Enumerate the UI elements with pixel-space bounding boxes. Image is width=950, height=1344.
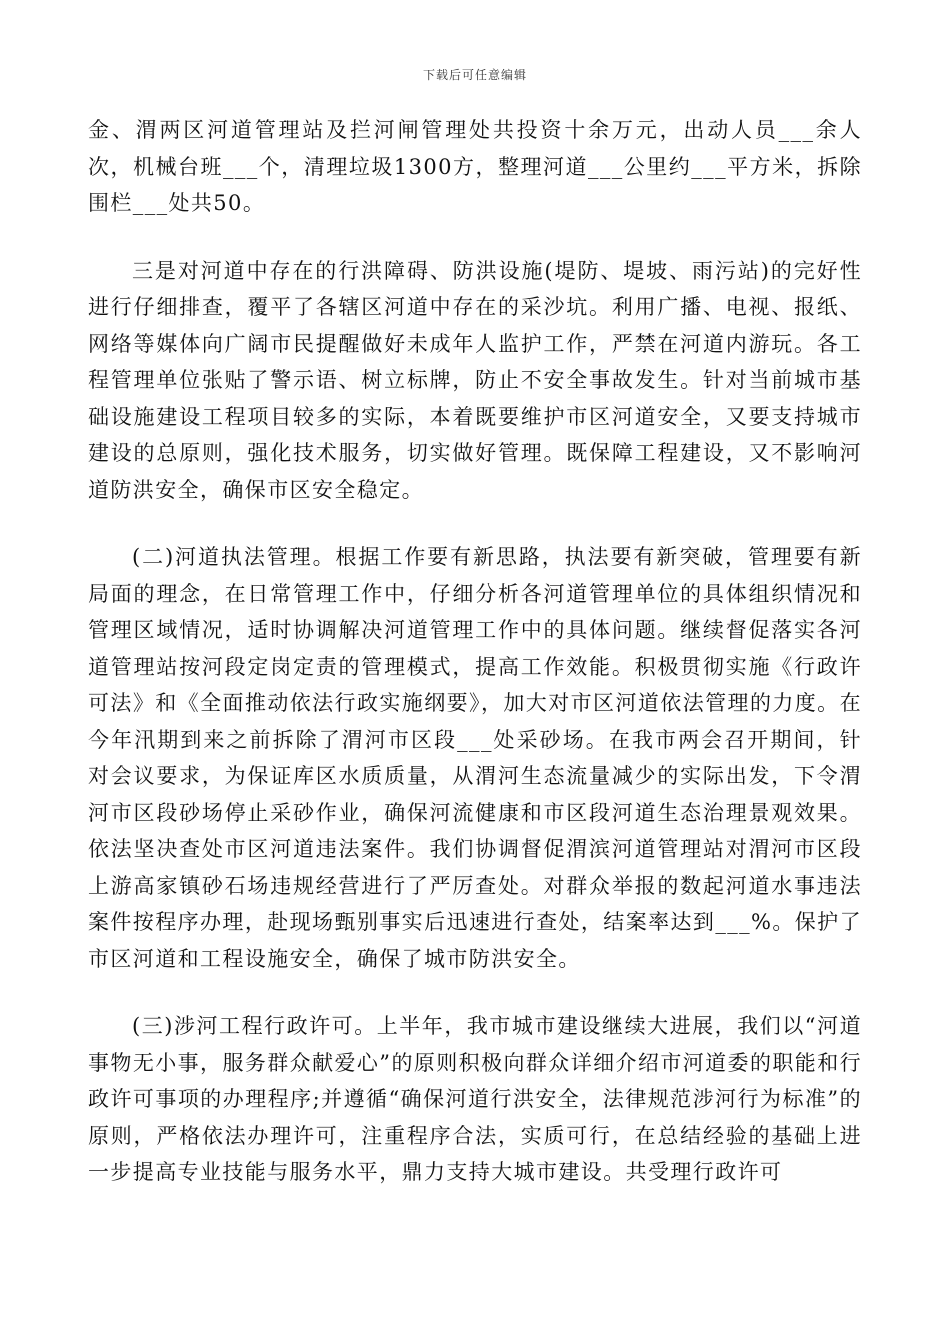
paragraph-administrative-permit: (三)涉河工程行政许可。上半年，我市城市建设继续大进展，我们以“河道事物无小事，服务群众献爱心”的原则积极向群众详细介绍市河道委的职能和行政许可事项的办理程序;并遵循“确保河道行洪安全，法律规范涉河行为标准”的原则，严格依法办理许可，注重程序合法，实质可行，在总结经验的基础上进一步提高专业技能与服务水平，鼎力支持大城市建设。共受理行政许可 — [88, 1014, 862, 1184]
document-body — [88, 112, 862, 1191]
paragraph-law-enforcement: (二)河道执法管理。根据工作要有新思路，执法要有新突破，管理要有新局面的理念，在日常管理工作中，仔细分析各河道管理单位的具体组织情况和管理区域情况，适时协调解决河道管理工作中的具体问题。继续督促落实各河道管理站按河段定岗定责的管理模式，提高工作效能。积极贯彻实施《行政许可法》和《全面推动依法行政实施纲要》，加大对市区河道依法管理的力度。在今年汛期到来之前拆除了渭河市区段___处采砂场。在我市两会召开期间，针对会议要求，为保证库区水质质量，从渭河生态流量减少的实际出发，下令渭河市区段砂场停止采砂作业，确保河流健康和市区段河道生态治理景观效果。依法坚决查处市区河道违法案件。我们协调督促渭滨河道管理站对渭河市区段上游高家镇砂石场违规经营进行了严厉查处。对群众举报的数起河道水事违法案件按程序办理，赴现场甄别事实后迅速进行查处，结案率达到___%。保护了市区河道和工程设施安全，确保了城市防洪安全。 — [88, 545, 862, 971]
paragraph-continuation: 金、渭两区河道管理站及拦河闸管理处共投资十余万元，出动人员___余人次，机械台班___个，清理垃圾1300方，整理河道___公里约___平方米，拆除围栏___处共50。 — [88, 118, 862, 215]
page-header: 下载后可任意编辑 — [422, 68, 527, 82]
paragraph-river-inspection: 三是对河道中存在的行洪障碍、防洪设施(堤防、堤坡、雨污站)的完好性进行仔细排查，覆平了各辖区河道中存在的采沙坑。利用广播、电视、报纸、网络等媒体向广阔市民提醒做好未成年人监护工作，严禁在河道内游玩。各工程管理单位张贴了警示语、树立标牌，防止不安全事故发生。针对当前城市基础设施建设工程项目较多的实际，本着既要维护市区河道安全，又要支持城市建设的总原则，强化技术服务，切实做好管理。既保障工程建设，又不影响河道防洪安全，确保市区安全稳定。 — [88, 258, 862, 502]
